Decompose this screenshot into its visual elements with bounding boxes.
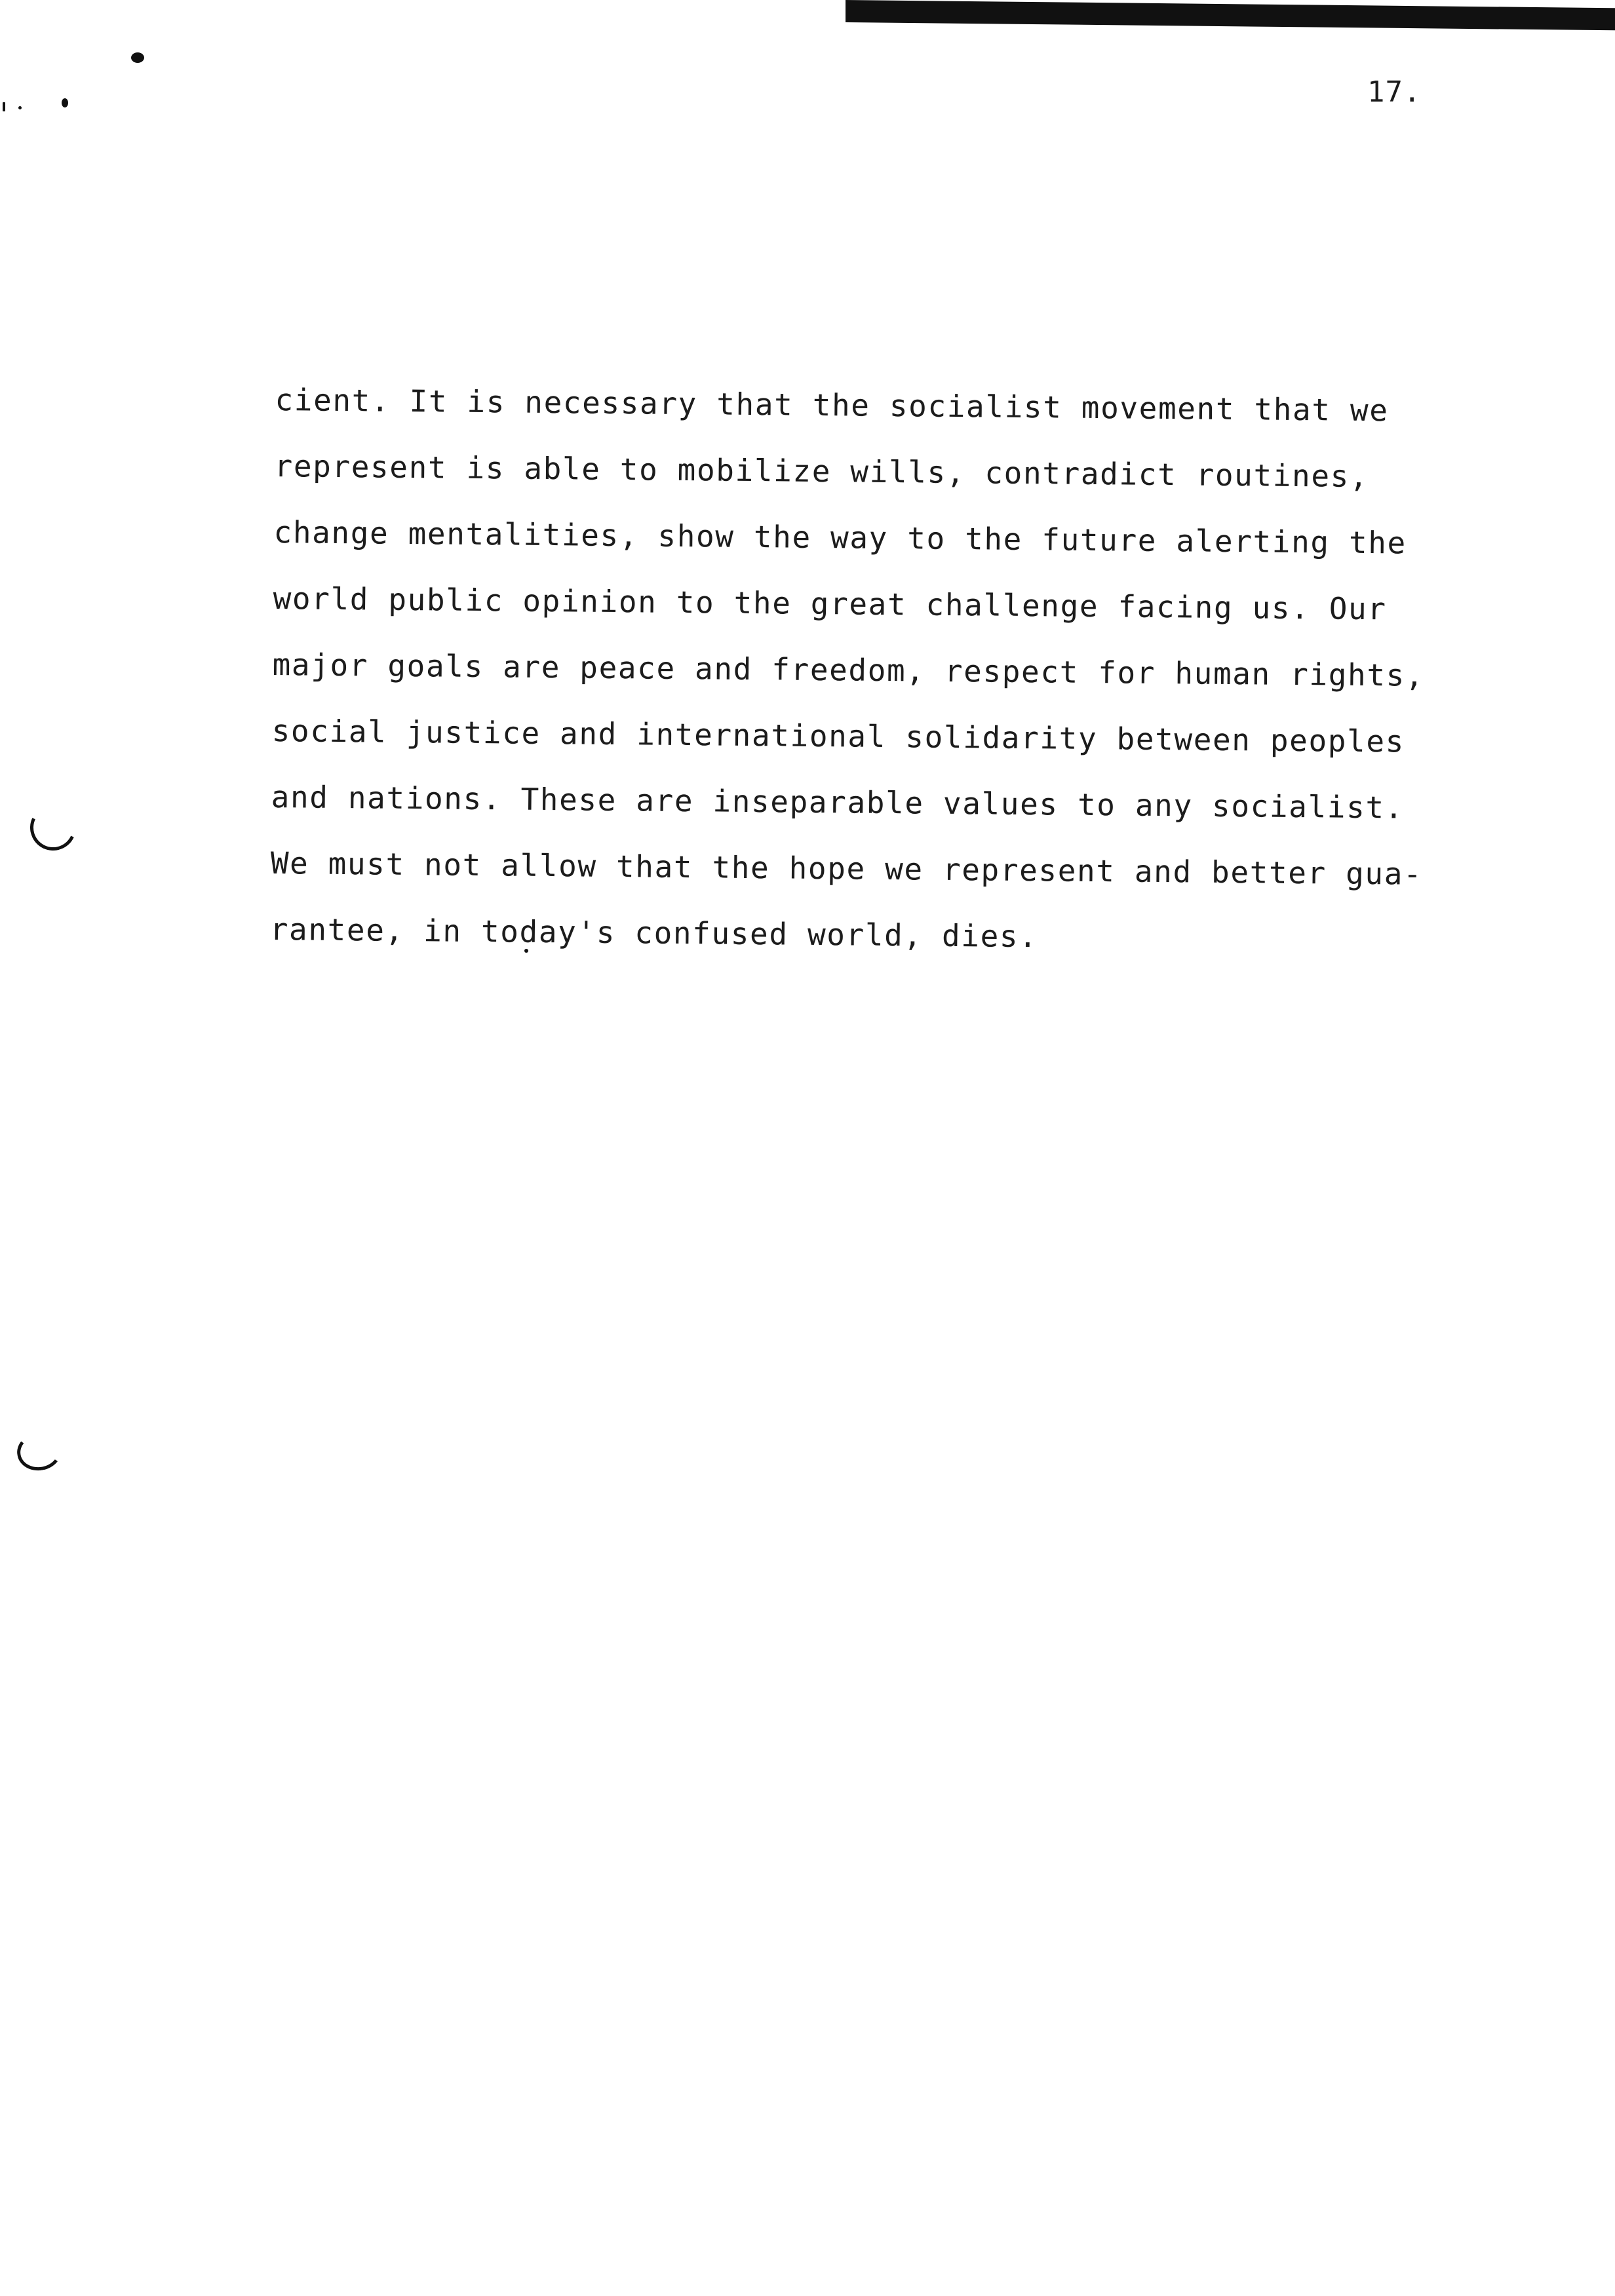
text-line: We must not allow that the hope we represent and better gua- [270, 845, 1423, 892]
scan-edge-shadow [846, 0, 1615, 30]
text-line: social justice and international solidarity between peoples [271, 712, 1405, 759]
page-number: 17. [1367, 75, 1422, 109]
text-line: change mentalities, show the way to the future alerting the [273, 514, 1407, 561]
text-line: represent is able to mobilize wills, contradict routines, [274, 448, 1369, 495]
text-line: world public opinion to the great challenge facing us. Our [273, 580, 1387, 627]
text-line: major goals are peace and freedom, respect for human rights, [272, 646, 1425, 693]
punch-hole-mark [14, 1429, 64, 1474]
text-line: cient. It is necessary that the socialist movement that we [275, 381, 1389, 429]
text-line: rantee, in today's confused world, dies. [269, 911, 1038, 955]
text-line: and nations. These are inseparable values to any socialist. [271, 778, 1405, 826]
body-paragraph [269, 367, 1508, 974]
punch-hole-mark [24, 798, 83, 857]
ink-speck [131, 52, 144, 63]
ink-speck [18, 106, 22, 109]
ink-speck [62, 98, 68, 107]
ink-speck [3, 102, 5, 111]
